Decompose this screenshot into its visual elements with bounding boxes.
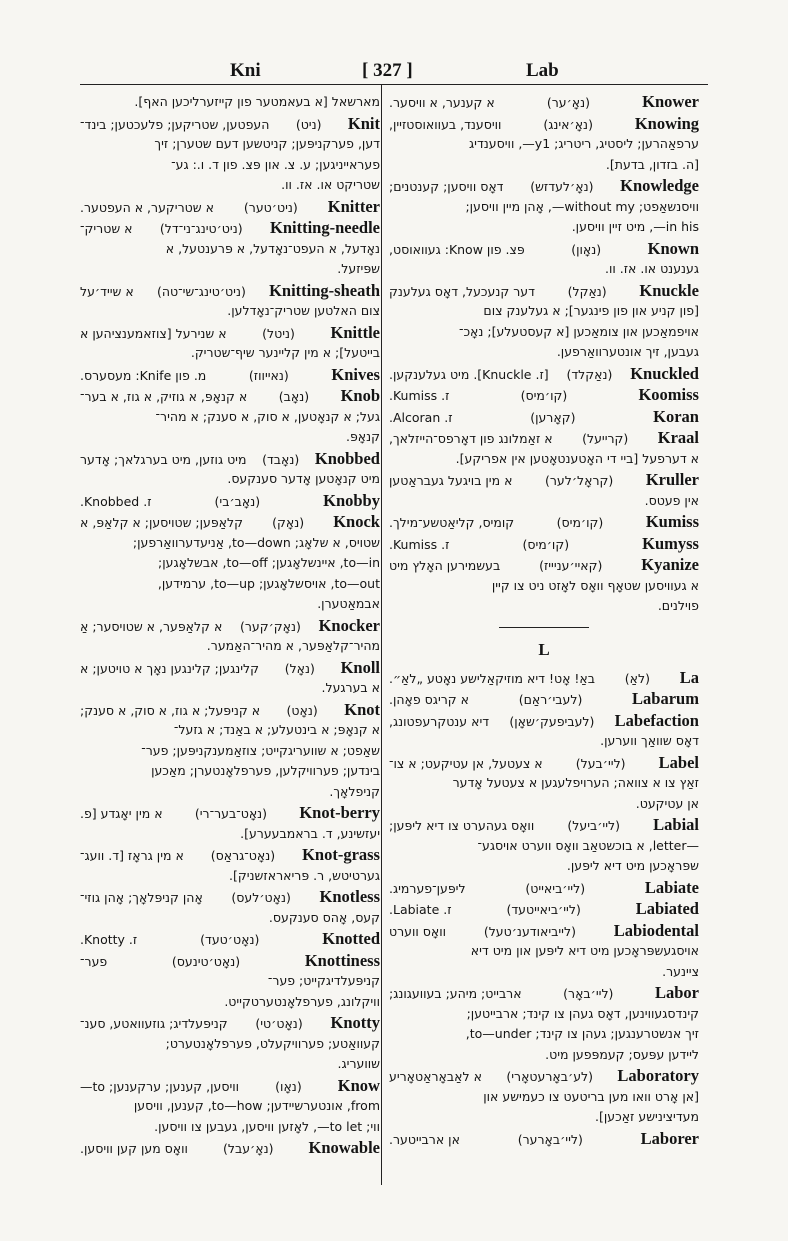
entry-headword: Knock xyxy=(333,512,380,531)
entry-headword: La xyxy=(679,667,699,687)
entry-definition-line: מהיר־קלאַפּער, א מהיר־האַמער. xyxy=(206,638,380,653)
entry-definition: ז. Knobbed. xyxy=(80,493,152,509)
entry-definition-line: ציינער. xyxy=(662,963,699,979)
entry-first-line xyxy=(80,449,380,470)
entry-pronunciation: (נאָט׳טי) xyxy=(255,1016,303,1031)
entry-pronunciation: (נאָט׳לעס) xyxy=(231,890,291,905)
entry-first-line xyxy=(80,281,380,302)
entry-headword: Knuckle xyxy=(639,280,699,300)
entry-first-line xyxy=(80,114,380,135)
dictionary-entry xyxy=(389,711,699,752)
page-number: [ 327 ] xyxy=(362,60,413,81)
dictionary-entry xyxy=(80,512,380,615)
entry-definition-line: קנאָפּ. xyxy=(345,429,380,444)
entry-definition-line: א געוויסען שטאָף וואָס לאָזט ניט צו קיין xyxy=(491,577,699,593)
entry-first-line xyxy=(80,512,380,533)
entry-definition-line: קעס, אָהס סענקעס. xyxy=(268,909,380,925)
entry-definition-line: קניפלאָך. xyxy=(329,783,380,799)
entry-definition-line: to—in, איינשלאָגען; to—off, אבשלאָגען; xyxy=(158,555,380,570)
entry-definition: וויסען, קענען; ערקענען; to— xyxy=(80,1078,240,1094)
dictionary-entry xyxy=(389,983,699,1065)
header-rule xyxy=(80,84,708,85)
dictionary-entry xyxy=(389,385,699,406)
entry-definition: ז. Alcoran. xyxy=(389,409,453,425)
entry-pronunciation: (נאָט׳טינעס) xyxy=(171,953,241,969)
dictionary-entry xyxy=(389,239,699,280)
entry-headword: Knotty xyxy=(330,1013,380,1032)
right-column xyxy=(389,92,699,1150)
entry-definition: וואָס געהערט צו דיא ליפּען; xyxy=(389,818,535,833)
dictionary-entry xyxy=(389,114,699,176)
entry-pronunciation: (לעביפעק׳שאָן) xyxy=(509,713,595,729)
dictionary-entry xyxy=(389,555,699,617)
dictionary-entry xyxy=(80,197,380,218)
entry-first-line xyxy=(80,92,380,113)
entry-pronunciation: (נאָט־גראַס) xyxy=(210,848,276,863)
entry-headword: Knowing xyxy=(634,113,699,133)
entry-definition: א זאַמלונג פון דאָרפס־הייזלאך, xyxy=(389,431,553,446)
entry-definition-line: קעוואַטע; פערוויקעלט, פערפלאָנטערט; xyxy=(165,1035,380,1051)
entry-definition-line: א קנאָפּ; א בינטעלע; א באַנד; א גזעל־ xyxy=(173,722,380,737)
entry-definition-line: א דערפעל [ביי די האָטענטאָטען אין אפריקע]. xyxy=(455,450,699,466)
entry-headword: Knit xyxy=(347,113,380,133)
entry-pronunciation: (נאָט) xyxy=(286,702,318,718)
entry-first-line xyxy=(80,929,380,950)
entry-first-line xyxy=(80,386,380,407)
dictionary-entry xyxy=(389,470,699,511)
entry-headword: Knot xyxy=(344,699,380,719)
entry-pronunciation: (נאָק) xyxy=(272,515,305,530)
dictionary-entry xyxy=(80,1013,380,1075)
entry-pronunciation: (נאָל) xyxy=(284,660,315,676)
entry-first-line xyxy=(80,951,380,972)
entry-pronunciation: (ניט) xyxy=(295,116,322,132)
entry-headword: Known xyxy=(647,238,699,258)
left-column xyxy=(80,92,380,1160)
entry-headword: Labarum xyxy=(632,689,699,708)
entry-definition-line: [אן אָרט וואו מען בריטעט צו כעמישע און xyxy=(483,1088,699,1104)
dictionary-entry xyxy=(80,114,380,196)
entry-first-line xyxy=(80,803,380,824)
entry-definition: א קניפּעל; א גוז, א סוק, א סענק; xyxy=(80,702,261,718)
entry-first-line xyxy=(389,983,699,1004)
entry-pronunciation: (נאַקל) xyxy=(567,283,607,299)
entry-definition-line: שטויס, א שלאָג; to—down, אַניעדערוואַרפען; xyxy=(132,534,380,550)
entry-headword: Labiate xyxy=(644,877,699,897)
entry-first-line xyxy=(389,921,699,942)
entry-definition-line: אן עטיקעט. xyxy=(635,795,699,811)
entry-first-line xyxy=(389,92,699,113)
entry-headword: Knotless xyxy=(319,887,380,906)
entry-headword: Knives xyxy=(331,364,380,384)
entry-definition: דאָס וויסען; קענטנים; xyxy=(389,179,504,194)
entry-pronunciation: (ניטל) xyxy=(262,325,295,341)
dictionary-entry xyxy=(80,658,380,699)
entry-definition-line: פוילנים. xyxy=(657,598,699,613)
entry-headword: Knobbed xyxy=(314,448,380,468)
entry-first-line xyxy=(80,197,380,218)
entry-definition-line: ערפאַהרען; ליסטיג, ריטריג; y1—, וויסענדיג xyxy=(469,136,699,151)
entry-headword: Kumyss xyxy=(642,533,699,553)
entry-headword: Knowable xyxy=(308,1138,380,1157)
entry-headword: Knitting-sheath xyxy=(269,280,380,300)
column-divider xyxy=(381,85,382,1185)
entry-definition-line: שטריקט או. אז. וו. xyxy=(281,177,380,192)
entry-pronunciation: (לעבי׳ראַם) xyxy=(518,692,583,707)
entry-first-line xyxy=(80,1076,380,1097)
entry-first-line xyxy=(389,689,699,710)
entry-definition: ארבייט; מיהע; בעוועגונג; xyxy=(389,986,522,1001)
entry-definition: קלאַפּען; שטויסען; א קלאַפּ, א xyxy=(80,515,244,530)
dictionary-entry xyxy=(389,176,699,238)
entry-first-line xyxy=(389,1129,699,1150)
entry-headword: Knot-berry xyxy=(299,803,380,822)
entry-pronunciation: (נאָ׳עבל) xyxy=(222,1141,274,1156)
entry-definition-line: [ה. בזדון, בדעת]. xyxy=(605,156,699,172)
entry-first-line xyxy=(389,899,699,920)
entry-definition: א מין יאָגדע [פ. xyxy=(80,806,163,821)
entry-first-line xyxy=(389,470,699,491)
dictionary-entry xyxy=(389,1066,699,1128)
dictionary-entry xyxy=(389,92,699,113)
entry-definition: א קריגס פאָהן. xyxy=(389,692,469,707)
entry-pronunciation: (ליי׳ביעל) xyxy=(567,818,620,833)
entry-definition-line: שפּיזעל. xyxy=(337,261,380,276)
entry-definition: מ. פון Knife: מעסערס. xyxy=(80,367,207,383)
entry-pronunciation: (נאָבד) xyxy=(262,451,300,467)
entry-definition-line: שאַפט; א שוועריגקייט; צוזאַמענקניפּען; פער־ xyxy=(141,742,380,758)
entry-pronunciation: (נאייווז) xyxy=(248,367,289,383)
entry-definition-line: קניפּעלדיגקייט; פער־ xyxy=(267,973,380,988)
entry-pronunciation: (נאָון) xyxy=(571,241,602,257)
dictionary-entry xyxy=(389,512,699,533)
entry-headword: Knocker xyxy=(318,615,380,635)
entry-definition-line: אין פעטס. xyxy=(644,492,699,508)
header-guide-left: Kni xyxy=(230,60,261,81)
entry-pronunciation: (לייביאודענ׳טעל) xyxy=(483,923,576,939)
entry-headword: Label xyxy=(658,752,699,772)
entry-definition: אן ארבייטער. xyxy=(389,1131,460,1147)
entry-pronunciation: (נאָט־בער־רי) xyxy=(194,806,268,821)
entry-definition-line: געבען, זיך אונטערוואַרפען. xyxy=(556,344,699,359)
entry-definition-line: to—out, אויסשלאָגען; to—up, ערמידען, xyxy=(157,575,380,591)
dictionary-entry xyxy=(80,803,380,844)
entry-headword: Knobby xyxy=(323,490,380,510)
entry-definition-line: פעראייניגען; ע. צ. און פּצ. פון ד. ו.: גע־ xyxy=(171,156,380,172)
entry-pronunciation: (לע׳באָרעטאָרי) xyxy=(506,1069,593,1084)
entry-definition: א שטריקער, א העפטער. xyxy=(80,199,214,215)
entry-pronunciation: (קו׳מיס) xyxy=(520,388,568,403)
right-column-l-entries xyxy=(389,668,699,1150)
entry-definition: א קלאַפּער, א שטויסער; אַ xyxy=(80,618,223,634)
entry-definition-line: נאָדעל, א העפט־נאָדעל, א פּרענטעל, א xyxy=(165,240,380,256)
dictionary-entry xyxy=(80,491,380,512)
entry-definition: קומיס, קליאַטשע־מילך. xyxy=(389,515,515,530)
entry-definition: א מין גראָז [ד. וועג־ xyxy=(80,848,184,863)
section-divider xyxy=(499,627,589,628)
entry-definition-line: מעדיצינישע זאַכען]. xyxy=(595,1109,699,1124)
entry-first-line xyxy=(389,385,699,406)
entry-pronunciation: (קרייעל) xyxy=(582,431,629,446)
entry-definition: קלינגען; קלינגען נאָך א טויטען; א xyxy=(80,660,260,676)
entry-pronunciation: (ניט׳טינג־ני־דל) xyxy=(159,221,243,236)
entry-headword: Knitting-needle xyxy=(269,218,380,237)
entry-pronunciation: (קו׳מיס) xyxy=(556,515,604,530)
entry-definition-line: קינדסגעווינען, דאָס געהן צו קינד; ארבייטען; xyxy=(466,1005,699,1021)
entry-definition: ז. Kumiss. xyxy=(389,536,450,552)
entry-definition-line: [פון קניע און פון פינגער]; א געלענק צום xyxy=(483,303,699,318)
dictionary-entry xyxy=(80,218,380,280)
entry-headword: Laboratory xyxy=(617,1066,699,1085)
entry-definition-line: דאָס שוואַך ווערען. xyxy=(600,733,699,748)
entry-first-line xyxy=(80,365,380,386)
entry-first-line xyxy=(389,407,699,428)
entry-pronunciation: (קו׳מיס) xyxy=(522,536,570,552)
entry-first-line xyxy=(389,512,699,533)
entry-definition-line: וויקלונג, פערפלאָנטערטקייט. xyxy=(224,993,380,1009)
entry-headword: Koran xyxy=(653,406,699,426)
dictionary-entry xyxy=(389,668,699,689)
entry-first-line xyxy=(389,364,699,385)
entry-pronunciation: (קאָרען) xyxy=(530,409,576,425)
dictionary-entry xyxy=(80,951,380,1013)
entry-first-line xyxy=(80,845,380,866)
entry-definition-line: יעזשינע, ד. בראמבעערע]. xyxy=(240,825,380,841)
entry-definition: באַ! אָט! דיא מוזיקאַלישע נאָטע „לאַ״. xyxy=(389,670,595,686)
entry-headword: Knowledge xyxy=(620,176,699,195)
entry-first-line xyxy=(389,668,699,689)
dictionary-entry xyxy=(80,929,380,950)
running-header xyxy=(80,60,708,82)
entry-definition: ז. Labiate. xyxy=(389,902,452,917)
entry-pronunciation: (נאָ׳אינג) xyxy=(543,116,593,132)
entry-headword: Labial xyxy=(653,815,699,834)
entry-headword: Kyanize xyxy=(641,555,699,574)
entry-definition-line: ווי; to let—, לאָזען וויסען, געבען צו וויסען. xyxy=(154,1118,380,1134)
entry-pronunciation: (נאָ׳ער) xyxy=(546,95,591,110)
dictionary-entry xyxy=(389,281,699,363)
entry-headword: Knotted xyxy=(322,929,380,948)
dictionary-entry xyxy=(389,1129,699,1150)
entry-definition-line: בינדען; פערוויקלען, פערפלאָנטערן; מאַכען xyxy=(151,763,380,778)
entry-headword: Know xyxy=(337,1075,380,1095)
entry-definition-line: וויסנשאַפט; without my—, אָהן מיין וויסען; xyxy=(465,198,699,214)
dictionary-entry xyxy=(80,281,380,322)
entry-first-line xyxy=(389,815,699,836)
entry-headword: Kruller xyxy=(645,470,699,489)
entry-definition-line: גערטיטש, ר. פּריאראזשניק]. xyxy=(229,867,380,883)
entry-definition-line: —letter, א בוכשטאַב וואָס ווערט אויסגע־ xyxy=(477,837,699,853)
entry-definition-line: בייטעל]; א מין קליינער שיף־שטריק. xyxy=(190,345,380,360)
section-letter: L xyxy=(538,639,550,659)
entry-pronunciation: (נאָב) xyxy=(278,389,310,404)
entry-definition-line: אויפמאַכען און צומאַכען [א קעסטעלע]; נאָכ־ xyxy=(458,323,699,339)
entry-first-line xyxy=(389,534,699,555)
dictionary-entry xyxy=(80,449,380,490)
entry-headword: Knuckled xyxy=(630,363,699,383)
entry-definition-line: זיך אנשטרענגען; געהן צו קינד; to—under, xyxy=(465,1026,699,1041)
entry-first-line xyxy=(389,711,699,732)
entry-headword: Labefaction xyxy=(614,710,699,730)
entry-definition: העפטען, שטריקען; פלעכטען; בינד־ xyxy=(80,116,270,132)
entry-definition: מארשאל [א בעאמטער פון קייזערליכען האף]. xyxy=(134,94,380,109)
entry-definition-line: from, אונטערשיידען; to—how, קענען, וויסען xyxy=(133,1098,380,1113)
entry-definition-line: זאַץ צו א צוואה; הערויפלעגען א צעטעל אָדער xyxy=(452,775,699,790)
entry-definition: ז. Kumiss. xyxy=(389,388,450,403)
entry-pronunciation: (ליי׳בעל) xyxy=(575,755,626,771)
entry-definition: פער־ xyxy=(80,953,108,969)
entry-pronunciation: (נאָו) xyxy=(275,1078,302,1094)
header-guide-right: Lab xyxy=(526,60,559,81)
entry-definition: דיא ענטקרעפטונג, xyxy=(389,713,490,729)
entry-definition-line: אויסגעשפּראָכען מיט דיא ליפּען און מיט דיא xyxy=(470,943,699,958)
entry-definition: ליפּען־פערמיג. xyxy=(389,880,466,896)
entry-headword: Labiodental xyxy=(613,920,699,940)
dictionary-entry xyxy=(389,428,699,469)
dictionary-entry xyxy=(80,887,380,928)
entry-definition-line: שוועריג. xyxy=(337,1056,380,1071)
entry-first-line xyxy=(389,753,699,774)
entry-first-line xyxy=(389,1066,699,1087)
dictionary-entry xyxy=(389,899,699,920)
entry-first-line xyxy=(389,555,699,576)
entry-definition: מיט גוזען, מיט בערגלאך; אָדער xyxy=(80,451,247,467)
entry-definition-line: א בערגעל. xyxy=(321,680,380,695)
entry-pronunciation: (ליי׳באָר) xyxy=(563,986,614,1001)
right-column-k-entries xyxy=(389,92,699,617)
entry-headword: Labiated xyxy=(635,899,699,918)
entry-pronunciation: (קראָל׳לער) xyxy=(544,473,614,488)
entry-first-line xyxy=(389,281,699,302)
entry-pronunciation: (נאָב׳בי) xyxy=(214,493,261,509)
entry-pronunciation: (ליי׳ביאייטעד) xyxy=(506,902,581,917)
entry-first-line xyxy=(389,176,699,197)
entry-first-line xyxy=(389,428,699,449)
entry-headword: Knot-grass xyxy=(302,845,380,864)
dictionary-entry xyxy=(389,364,699,385)
entry-definition-line: דען, פערקניפּען; קניטשען דעם שטערן; זיך xyxy=(154,136,380,151)
dictionary-entry xyxy=(389,534,699,555)
entry-definition-line: שפּראָכען מיט דיא ליפּען. xyxy=(566,858,699,873)
dictionary-entry xyxy=(80,1076,380,1138)
entry-definition: פּצ. פון Know: געוואוסט, xyxy=(389,241,525,257)
entry-definition: א קנאָפּ, א גוזיק, א גוז, א בער־ xyxy=(80,389,248,404)
entry-first-line xyxy=(80,1138,380,1159)
dictionary-entry xyxy=(80,386,380,448)
entry-definition: ז. Knotty. xyxy=(80,932,138,947)
entry-definition: וואָס ווערט xyxy=(389,923,447,939)
dictionary-entry xyxy=(80,1138,380,1159)
entry-definition-line: גענענט או. אז. וו. xyxy=(604,261,699,276)
dictionary-entry xyxy=(80,92,380,113)
entry-definition: א קענער, א וויסער. xyxy=(389,95,495,110)
entry-definition-line: in his—, מיט זיין וויסען. xyxy=(571,219,699,234)
dictionary-entry xyxy=(80,365,380,386)
entry-first-line xyxy=(389,878,699,899)
entry-definition: קניפּעלדיג; גוזעוואטע, סענ־ xyxy=(80,1016,228,1031)
entry-pronunciation: (לאַ) xyxy=(624,670,650,686)
entry-first-line xyxy=(80,218,380,239)
entry-definition: א צעטעל, אן עטיקעט; א צו־ xyxy=(389,755,543,771)
entry-definition-line: צום האלטען שטריק־נאָדלען. xyxy=(227,303,380,318)
dictionary-entry xyxy=(389,753,699,815)
entry-first-line xyxy=(80,887,380,908)
entry-pronunciation: (נאָט׳טעד) xyxy=(200,932,260,947)
entry-definition-line: געל; א קנאָטען, א סוק, א סענק; א מהיר־ xyxy=(155,408,380,424)
entry-definition: וואָס מען קען וויסען. xyxy=(80,1141,188,1156)
entry-pronunciation: (ליי׳באָרער) xyxy=(517,1131,583,1147)
dictionary-entry xyxy=(389,878,699,899)
entry-first-line xyxy=(80,491,380,512)
entry-headword: Labor xyxy=(654,983,699,1002)
entry-pronunciation: (ניט׳טינג־שי־טה) xyxy=(156,283,246,299)
entry-definition-line: אבמאַטערן. xyxy=(317,596,380,611)
entry-definition: א שייד׳על xyxy=(80,283,134,299)
dictionary-entry xyxy=(389,815,699,877)
entry-definition: א מין בויגעל געבראַטען xyxy=(389,473,513,488)
entry-definition-line: מיט קנאָטען אָדער סענקעס. xyxy=(227,471,380,486)
entry-definition: בעשמירען האָלץ מיט xyxy=(389,558,501,573)
entry-pronunciation: (נאָק׳קער) xyxy=(239,618,301,634)
entry-pronunciation: (נאַקלד) xyxy=(566,366,613,382)
entry-definition: א שנירעל [צוזאמענציהען א xyxy=(80,325,227,341)
dictionary-entry xyxy=(389,407,699,428)
dictionary-entry xyxy=(389,689,699,710)
entry-headword: Knoll xyxy=(340,657,380,677)
dictionary-entry xyxy=(389,921,699,983)
entry-definition-line: ליידען עפּעס; קעמפּפען מיט. xyxy=(545,1046,699,1062)
entry-first-line xyxy=(389,239,699,260)
dictionary-entry xyxy=(80,700,380,803)
entry-first-line xyxy=(389,114,699,135)
dictionary-entry xyxy=(80,616,380,657)
entry-headword: Kumiss xyxy=(645,512,699,531)
entry-first-line xyxy=(80,323,380,344)
entry-pronunciation: (ניט׳טער) xyxy=(243,199,298,215)
entry-headword: Koomiss xyxy=(638,385,699,404)
entry-headword: Laborer xyxy=(640,1128,699,1148)
entry-pronunciation: (נאָ׳לעדזש) xyxy=(530,179,594,194)
entry-pronunciation: (קאיי׳עניייז) xyxy=(539,558,603,573)
entry-first-line xyxy=(80,700,380,721)
entry-definition: א שטריק־ xyxy=(80,221,133,236)
entry-headword: Kraal xyxy=(657,428,699,447)
entry-headword: Knitter xyxy=(327,196,380,216)
entry-definition: [ז. Knuckle]. מיט געלענקען. xyxy=(389,366,549,382)
entry-headword: Knob xyxy=(340,386,380,405)
entry-headword: Knower xyxy=(642,92,699,111)
entry-definition: דער קנעכעל, דאָס געלענק xyxy=(389,283,535,299)
entry-definition: וויסענד, בעוואוסטזיין, xyxy=(389,116,502,132)
dictionary-entry xyxy=(80,323,380,364)
entry-first-line xyxy=(80,616,380,637)
entry-pronunciation: (ליי׳ביאייט) xyxy=(525,880,586,896)
entry-first-line xyxy=(80,1013,380,1034)
dictionary-entry xyxy=(80,845,380,886)
entry-headword: Knittle xyxy=(330,322,380,342)
entry-headword: Knottiness xyxy=(304,950,380,970)
entry-first-line xyxy=(80,658,380,679)
entry-definition: א לאַבאָראַטאָריע xyxy=(389,1069,482,1084)
entry-definition: אָהן קניפּלאָך; אָהן גוזי־ xyxy=(80,890,203,905)
